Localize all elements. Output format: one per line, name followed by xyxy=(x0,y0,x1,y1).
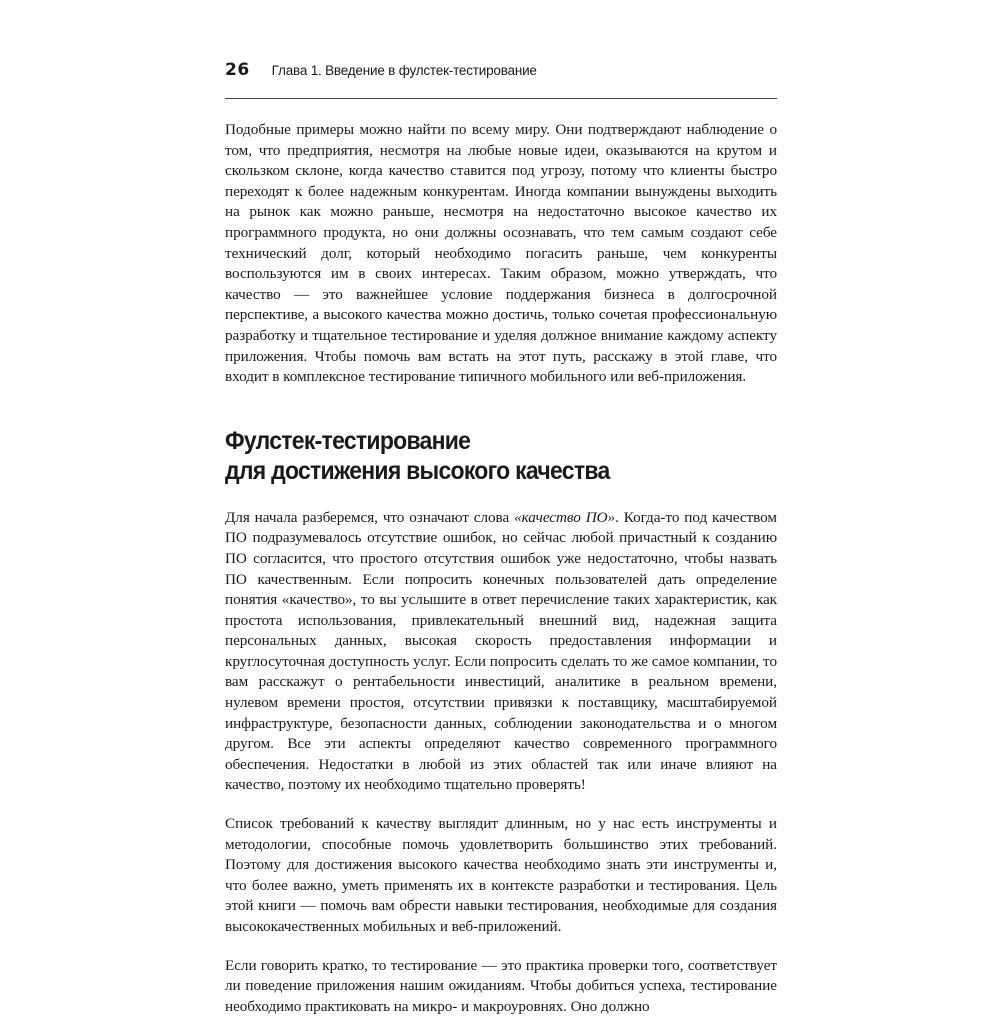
section-heading-line-2: для достижения высокого качества xyxy=(225,456,610,485)
quality-term-emphasis: «качество ПО» xyxy=(514,508,616,526)
section-heading xyxy=(225,426,733,486)
paragraph-quality-definition-rest: . Когда-то под качеством ПО подразумевалось отсутствие ошибок, но сейчас любой причастный к созданию ПО согласится, что простого отсутствия ошибок уже недостаточно, чтобы назвать ПО качественным. Если попросить конечных пользователей дать определение понятия «качество», то вы услышите в ответ перечисление таких характеристик, как простота использования, привлекательный внешний вид, надежная защита персональных данных, высокая скорость предоставления информации и круглосуточная доступность услуг. Если попросить сделать то же самое компании, то вам расскажут о рентабельности инвестиций, аналитике в реальном времени, нулевом времени простоя, отсутствии привязки к поставщику, масштабируемой инфраструктуре, безопасности данных, соблюдении законодательства и о многом другом. Все эти аспекты определяют качество современного программного обеспечения. Недостатки в любой из этих областей так или иначе влияют на качество, поэтому их необходимо тщательно проверять! xyxy=(225,508,777,794)
paragraph-quality-definition xyxy=(225,508,777,796)
section-heading-line-1: Фулстек-тестирование xyxy=(225,426,471,455)
paragraph-quality-definition-start: Для начала разберемся, что означают слова xyxy=(225,508,515,526)
running-header xyxy=(225,60,777,99)
chapter-title: Глава 1. Введение в фулстек-тестирование xyxy=(271,63,537,78)
book-page xyxy=(225,60,777,1017)
paragraph-intro: Подобные примеры можно найти по всему миру. Они подтверждают наблюдение о том, что предприятия, несмотря на любые новые идеи, оказываются на крутом и скользком склоне, когда качество ставится под угрозу, потому что клиенты быстро переходят к более надежным конкурентам. Иногда компании вынуждены выходить на рынок как можно раньше, несмотря на недостаточно высокое качество их программного продукта, но они должны осознавать, что тем самым создают себе технический долг, который необходимо погасить раньше, чем конкуренты воспользуются им в своих интересах. Таким образом, можно утверждать, что качество — это важнейшее условие поддержания бизнеса в долгосрочной перспективе, а высокого качества можно достичь, только сочетая профессиональную разработку и тщательное тестирование и уделяя должное внимание каждому аспекту приложения. Чтобы помочь вам встать на этот путь, расскажу в этой главе, что входит в комплексное тестирование типичного мобильного или веб-приложения. xyxy=(225,121,777,386)
page-number: 26 xyxy=(225,60,250,80)
paragraph-requirements: Список требований к качеству выглядит длинным, но у нас есть инструменты и методологии, способные помочь удовлетворить большинство этих требований. Поэтому для достижения высокого качества необходимо знать эти инструменты и, что более важно, уметь применять их в контексте разработки и тестирования. Цель этой книги — помочь вам обрести навыки тестирования, необходимые для создания высококачественных мобильных и веб-приложений. xyxy=(225,815,777,935)
paragraph-testing-summary: Если говорить кратко, то тестирование — это практика проверки того, соответствует ли поведение приложения нашим ожиданиям. Чтобы добиться успеха, тестирование необходимо практиковать на микро- и макроуровнях. Оно должно xyxy=(225,956,777,1015)
